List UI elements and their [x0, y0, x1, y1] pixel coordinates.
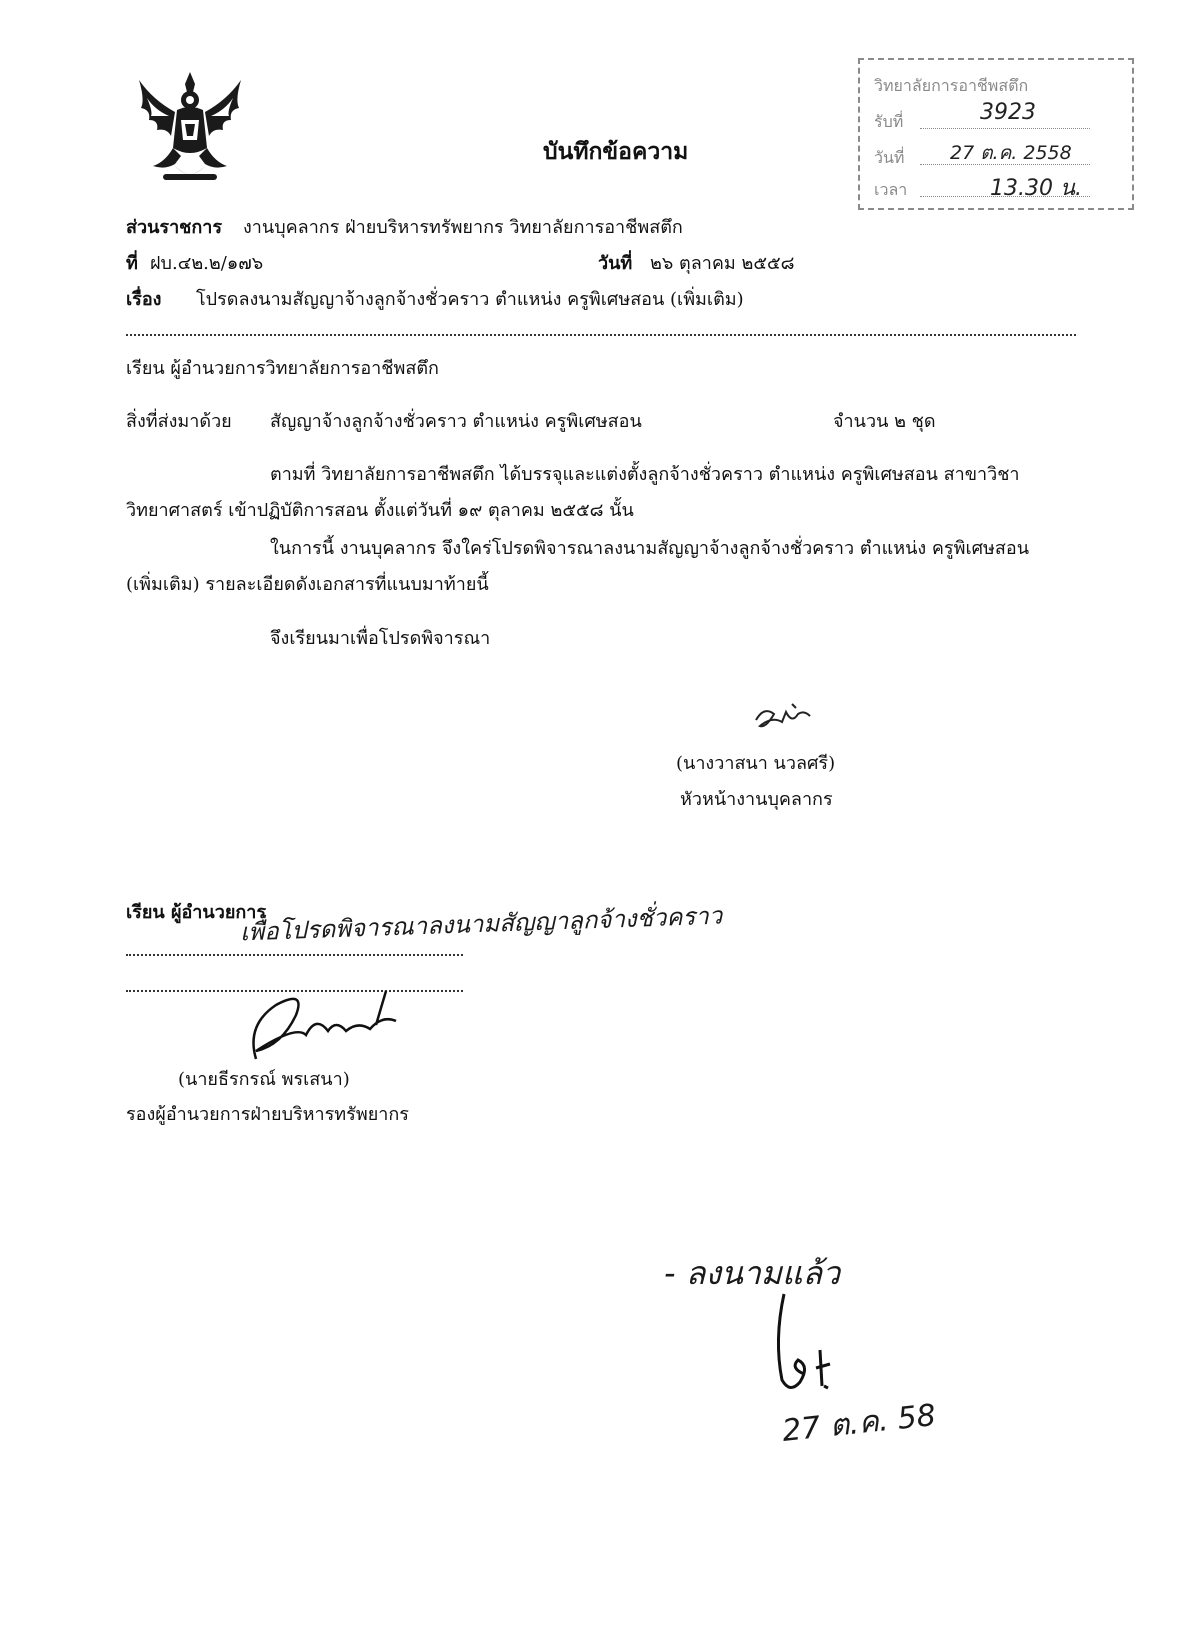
garuda-emblem [135, 70, 245, 185]
agency-label: ส่วนราชการ [126, 217, 223, 238]
para2-line2: (เพิ่มเติม) รายละเอียดดังเอกสารที่แนบมาท้ายนี้ [126, 574, 489, 595]
signature-1 [752, 700, 822, 740]
signer1-name: (นางวาสนา นวลศรี) [676, 753, 836, 774]
stamp-date-label: วันที่ [874, 148, 905, 167]
director-note-date: 27 ต.ค. 58 [780, 1398, 938, 1449]
closing: จึงเรียนมาเพื่อโปรดพิจารณา [270, 628, 491, 649]
signature-3 [770, 1290, 860, 1400]
director-note-text: - ลงนามแล้ว [664, 1254, 841, 1292]
para2-line1: ในการนี้ งานบุคลากร จึงใคร่โปรดพิจารณาลงนามสัญญาจ้างลูกจ้างชั่วคราว ตำแหน่ง ครูพิเศษสอน [270, 538, 1030, 559]
endorsement-salutation: เรียน ผู้อำนวยการ [126, 902, 267, 923]
ref-value: ฝบ.๔๒.๒/๑๗๖ [150, 253, 264, 274]
stamp-date-value: 27 ต.ค. 2558 [950, 142, 1072, 164]
receiving-stamp [858, 58, 1134, 210]
enclosure-value: สัญญาจ้างลูกจ้างชั่วคราว ตำแหน่ง ครูพิเศษสอน [270, 411, 642, 432]
para1-line1: ตามที่ วิทยาลัยการอาชีพสตึก ได้บรรจุและแต่งตั้งลูกจ้างชั่วคราว ตำแหน่ง ครูพิเศษสอน สาขาวิชา [270, 464, 1020, 485]
memo-title: บันทึกข้อความ [543, 138, 689, 165]
enclosure-count: จำนวน ๒ ชุด [833, 411, 936, 432]
subject-value: โปรดลงนามสัญญาจ้างลูกจ้างชั่วคราว ตำแหน่ง ครูพิเศษสอน (เพิ่มเติม) [196, 289, 744, 310]
agency-value: งานบุคลากร ฝ่ายบริหารทรัพยากร วิทยาลัยการอาชีพสตึก [243, 217, 683, 238]
header-divider [126, 334, 1076, 336]
subject-label: เรื่อง [126, 289, 162, 310]
signer1-position: หัวหน้างานบุคลากร [680, 789, 833, 810]
enclosure-label: สิ่งที่ส่งมาด้วย [126, 411, 232, 432]
stamp-number-value: 3923 [980, 100, 1036, 125]
endorsement-signer-position: รองผู้อำนวยการฝ่ายบริหารทรัพยากร [126, 1104, 409, 1125]
ref-label: ที่ [126, 253, 138, 274]
stamp-org: วิทยาลัยการอาชีพสตึก [874, 76, 1029, 95]
date-value: ๒๖ ตุลาคม ๒๕๕๘ [650, 253, 795, 274]
endorsement-handwritten-note: เพื่อโปรดพิจารณาลงนามสัญญาลูกจ้างชั่วคราว [239, 901, 723, 947]
salutation: เรียน ผู้อำนวยการวิทยาลัยการอาชีพสตึก [126, 358, 439, 379]
para1-line2: วิทยาศาสตร์ เข้าปฏิบัติการสอน ตั้งแต่วันที่ ๑๙ ตุลาคม ๒๕๕๘ นั้น [126, 500, 634, 521]
stamp-time-value: 13.30 น. [990, 176, 1083, 201]
endorsement-line-1 [126, 954, 463, 956]
endorsement-signer-name: (นายธีรกรณ์ พรเสนา) [178, 1069, 350, 1090]
stamp-number-label: รับที่ [874, 112, 904, 131]
stamp-time-label: เวลา [874, 180, 908, 199]
date-label: วันที่ [598, 253, 633, 274]
signature-2 [236, 985, 416, 1065]
